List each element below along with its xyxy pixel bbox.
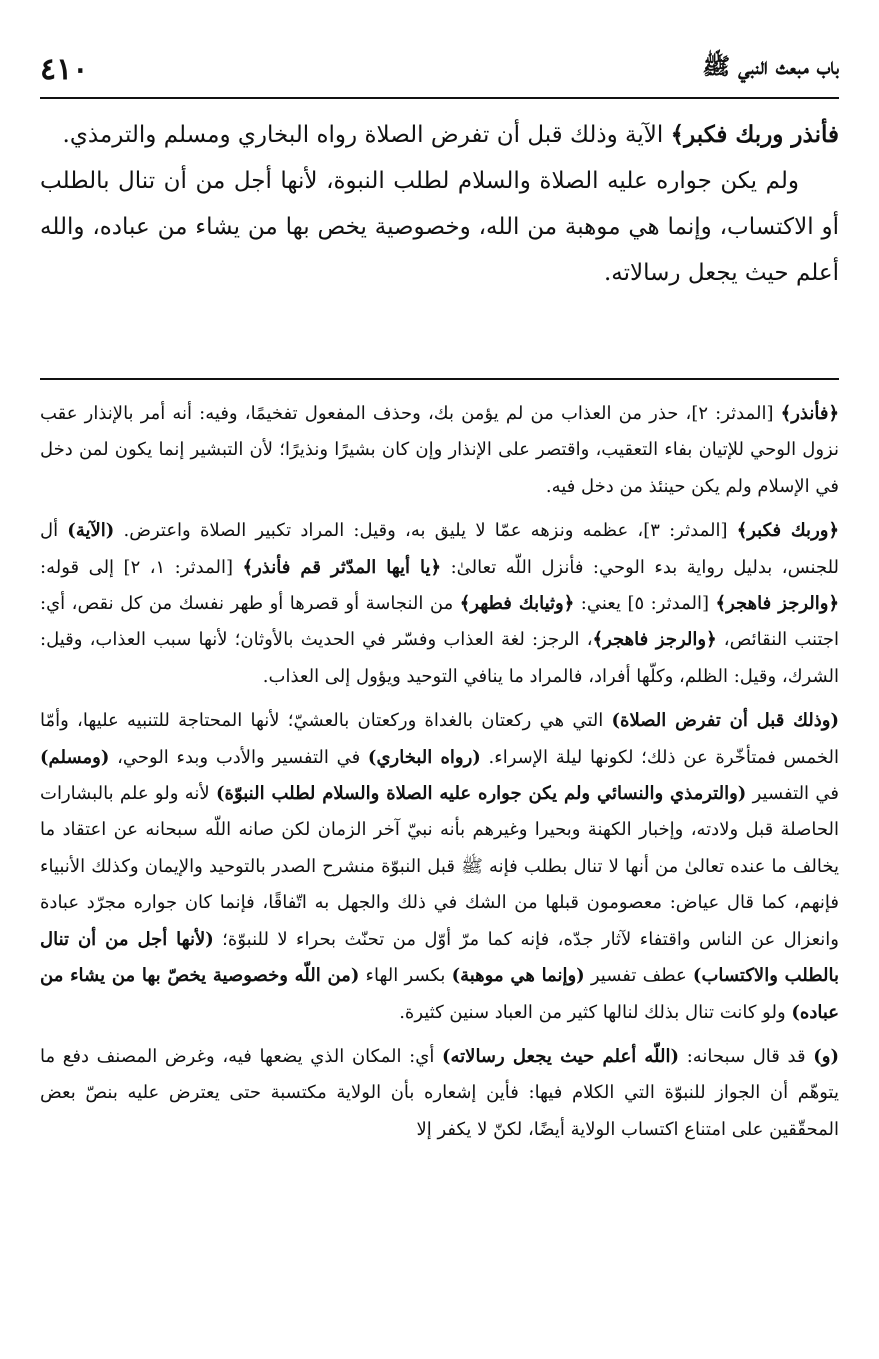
commentary-segment: عطف تفسير: [584, 965, 693, 987]
commentary-lemma: ﴿والرجز فاهجر﴾: [592, 629, 717, 651]
quran-quote: فأنذر وربك فكبر﴾: [670, 121, 839, 148]
main-paragraph-2: [40, 158, 839, 296]
commentary-segment: في التفسير والأدب وبدء الوحي،: [109, 746, 368, 768]
commentary-lemma: (ومسلم): [40, 746, 110, 768]
commentary-lemma: ﴿والرجز فاهجر﴾: [715, 593, 839, 615]
main-text: [40, 112, 839, 296]
commentary-paragraph-4: [40, 1039, 839, 1148]
commentary-lemma: (وإنما هي موهبة): [451, 965, 585, 987]
commentary-lemma: (والترمذي والنسائي ولم يكن جواره عليه الصلاة والسلام لطلب النبوّة): [216, 783, 747, 805]
commentary-segment: التي هي ركعتان بالغداة وركعتان بالعشيّ؛ لأنها المحتاجة للتنبيه عليها، وأمّا الخمس فمتأخّرة عن ذلك؛ لكونها ليلة الإسراء.: [40, 710, 839, 768]
commentary-segment: من النجاسة أو قصرها أو طهر نفسك من كل نقص، أي: اجتنب النقائص،: [40, 593, 839, 651]
commentary-lemma: ﴿وثيابك فطهر﴾: [459, 593, 575, 615]
commentary: [40, 396, 839, 1156]
commentary-segment: [المدثر: ١، ٢] إلى قوله:: [40, 556, 243, 578]
header-divider: [40, 97, 839, 99]
commentary-segment: في التفسير: [746, 783, 839, 805]
commentary-segment: قد قال سبحانه:: [679, 1045, 814, 1067]
commentary-lemma: (اللّه أعلم حيث يجعل رسالاته): [442, 1045, 680, 1067]
commentary-lemma: (الآية): [67, 520, 115, 542]
commentary-lemma: ﴿وربك فكبر﴾: [736, 520, 840, 542]
commentary-paragraph-3: [40, 703, 839, 1031]
commentary-segment: ولو كانت تنال بذلك لنالها كثير من العباد سنين كثيرة.: [399, 1001, 792, 1023]
commentary-lemma: (و): [813, 1045, 839, 1067]
commentary-segment: [المدثر: ٥] يعني:: [574, 593, 716, 615]
page-number: ٤١٠: [40, 51, 89, 87]
commentary-segment: أل للجنس، بدليل رواية بدء الوحي: فأنزل اللّه تعالىٰ:: [40, 520, 840, 578]
running-head: [40, 44, 839, 94]
main-text-segment: الآية وذلك قبل أن تفرض الصلاة رواه البخاري ومسلم والترمذي.: [62, 122, 671, 148]
main-paragraph-1: [40, 112, 839, 158]
commentary-lemma: ﴿يا أيها المدّثر قم فأنذر﴾: [242, 556, 442, 578]
commentary-segment: لأنه ولو علم بالبشارات الحاصلة قبل ولادته، وإخبار الكهنة وبحيرا وغيرهم بأنه نبيّ آخر الزمان لكن صانه اللّه سبحانه عن اعتقاد ما يخالف ما عنده تعالىٰ من أنها لا تنال بطلب فإنه ﷺ قبل النبوّة منشرح الصدر بالتوحيد والإيمان وكذلك الأنبياء فإنهم، كما قال عياض: معصومون قبلها من الشك في ذلك والجهل به اتّفاقًا، فإنما كان جواره مجرّد عبادة وانعزال عن الناس واقتفاء لآثار جدّه، فإنه كما مرّ أوّل من تحنّث بحراء لا للنبوّة؛: [40, 783, 839, 950]
commentary-segment: أي: المكان الذي يضعها فيه، وغرض المصنف دفع ما يتوهّم أن الجواز للنبوّة التي الكلام فيها: فأين إشعاره بأن الولاية مكتسبة حتى يعترض عليه بنصّ بعض المحقّقين على امتناع اكتساب الولاية أيضًا، لكنّ لا يكفر إلا: [40, 1045, 839, 1140]
commentary-lemma: (لأنها أجل من أن تنال بالطلب والاكتساب): [40, 928, 839, 987]
commentary-lemma: (رواه البخاري): [367, 746, 481, 768]
commentary-lemma: (وذلك قبل أن تفرض الصلاة): [611, 710, 839, 732]
main-text-segment: ولم يكن جواره عليه الصلاة والسلام لطلب النبوة، لأنها أجل من أن تنال بالطلب أو الاكتساب، وإنما هي موهبة من الله، وخصوصية يخص بها من يشاء من عباده، والله أعلم حيث يجعل رسالاته.: [40, 168, 839, 286]
commentary-segment: [المدثر: ٢]، حذر من العذاب من لم يؤمن بك، وحذف المفعول تفخيمًا، وفيه: أنه أمر بالإنذار عقب نزول الوحي للإتيان بفاء التعقيب، واقتصر على الإنذار وإن كان بشيرًا ونذيرًا؛ لأن التبشير إنما يكون لمن دخل في الإسلام ولم يكن حينئذ من دخل فيه.: [40, 403, 839, 497]
commentary-divider: [40, 378, 839, 380]
commentary-segment: [المدثر: ٣]، عظمه ونزهه عمّا لا يليق به، وقيل: المراد تكبير الصلاة واعترض.: [114, 520, 737, 542]
commentary-segment: ، الرجز: لغة العذاب وفسّر في الحديث بالأوثان؛ لأنها سبب العذاب، وقيل: الشرك، وقيل: الظلم، وكلّها أفراد، فالمراد ما ينافي التوحيد ويؤول إلى العذاب.: [40, 629, 839, 687]
chapter-title: باب مبعث النبي ﷺ: [702, 53, 839, 80]
commentary-paragraph-2: [40, 513, 839, 695]
commentary-segment: بكسر الهاء: [359, 965, 452, 987]
commentary-lemma: ﴿فأنذر﴾: [780, 403, 840, 424]
commentary-paragraph-1: [40, 396, 839, 505]
commentary-lemma: (من اللّه وخصوصية يخصّ بها من يشاء من عباده): [40, 965, 839, 1023]
